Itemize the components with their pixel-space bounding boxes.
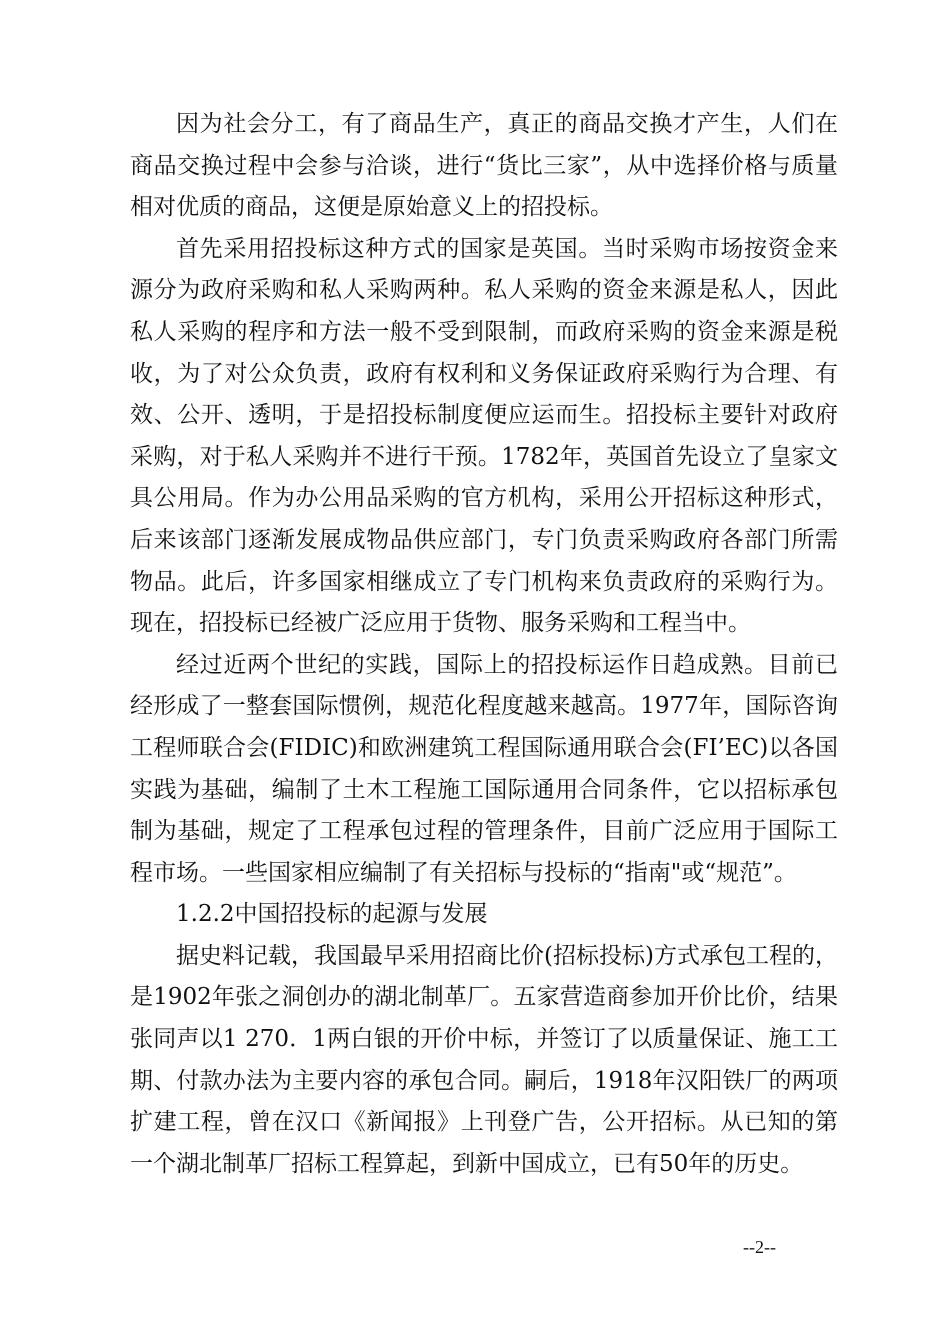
paragraph-international-practice: 经过近两个世纪的实践，国际上的招投标运作日趋成熟。目前已经形成了一整套国际惯例，规范化程度越来越高。1977年，国际咨询工程师联合会(FIDIC)和欧洲建筑工程国际通用联合会(FI’EC)以各国实践为基础，编制了土木工程施工国际通用合同条件，它以招标承包制为基础，规定了工程承包过程的管理条件，目前广泛应用于国际工程市场。一些国家相应编制了有关招标与投标的“指南"或“规范”。 [130, 651, 838, 886]
section-heading: 1.2.2中国招投标的起源与发展 [176, 901, 488, 928]
paragraph-china-history: 据史料记载，我国最早采用招商比价(招标投标)方式承包工程的，是1902年张之洞创办的湖北制革厂。五家营造商参加开价比价，结果张同声以1 270．1两白银的开价中标，并签订了以质量保证、施工工期、付款办法为主要内容的承包合同。嗣后，1918年汉阳铁厂的两项扩建工程，曾在汉口《新闻报》上刊登广告，公开招标。从已知的第一个湖北制革厂招标工程算起，到新中国成立，已有50年的历史。 [130, 942, 838, 1177]
page-number: --2-- [743, 1237, 776, 1257]
paragraph-britain-origin: 首先采用招投标这种方式的国家是英国。当时采购市场按资金来源分为政府采购和私人采购两种。私人采购的资金来源是私人，因此私人采购的程序和方法一般不受到限制，而政府采购的资金来源是税收，为了对公众负责，政府有权利和义务保证政府采购行为合理、有效、公开、透明，于是招投标制度便应运而生。招投标主要针对政府采购，对于私人采购并不进行干预。1782年，英国首先设立了皇家文具公用局。作为办公用品采购的官方机构，采用公开招标这种形式，后来该部门逐渐发展成物品供应部门，专门负责采购政府各部门所需物品。此后，许多国家相继成立了专门机构来负责政府的采购行为。现在，招投标已经被广泛应用于货物、服务采购和工程当中。 [130, 235, 838, 637]
paragraph-commodity-exchange: 因为社会分工，有了商品生产，真正的商品交换才产生，人们在商品交换过程中会参与洽谈，进行“货比三家”，从中选择价格与质量相对优质的商品，这便是原始意义上的招投标。 [130, 111, 838, 221]
